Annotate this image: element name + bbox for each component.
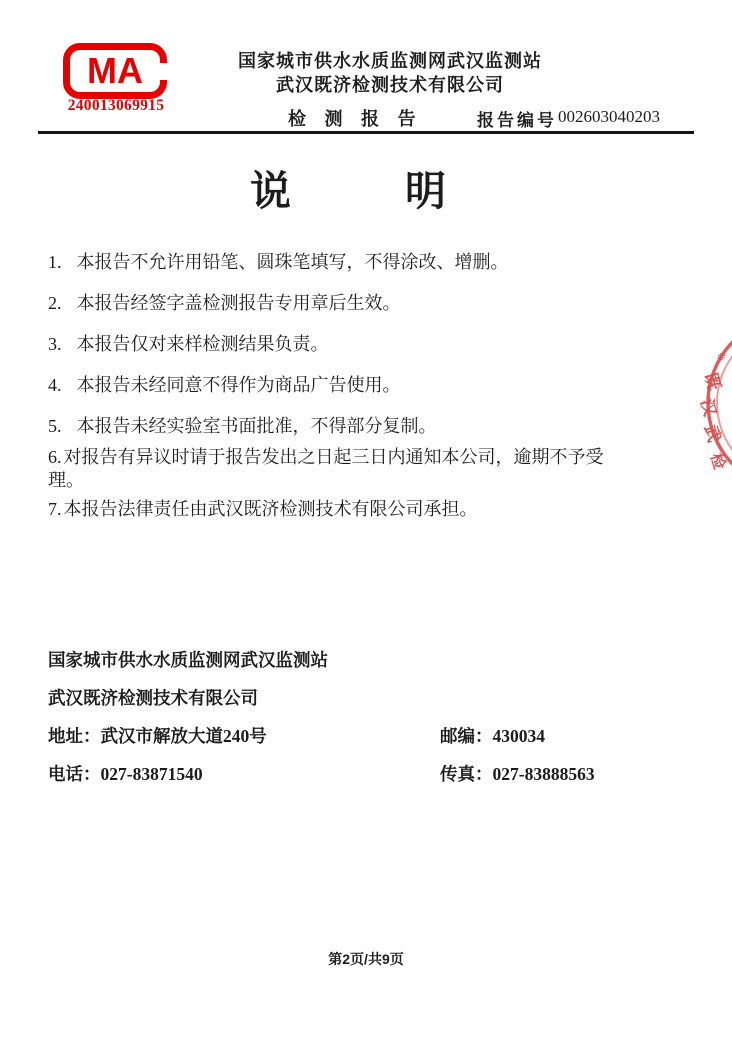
note-item-5 (48, 414, 694, 438)
note-number: 3. (48, 334, 62, 354)
page-number: 第2页/共9页 (328, 951, 404, 967)
phone-cell (48, 762, 440, 786)
org-name-line1: 国家城市供水水质监测网武汉监测站 (238, 51, 542, 71)
note-text: 本报告未经同意不得作为商品广告使用。 (76, 375, 401, 395)
note-number: 5. (48, 416, 62, 436)
fax-label: 传真： (440, 764, 493, 784)
contact-org-name1: 国家城市供水水质监测网武汉监测站 (48, 650, 328, 670)
note-item-4 (48, 373, 694, 397)
note-number: 1. (48, 252, 62, 272)
red-seal-partial (694, 331, 732, 479)
report-number-label: 报告编号 (477, 111, 557, 130)
note-item-1 (48, 250, 694, 274)
seal-char-3: 武 (700, 422, 724, 445)
header-divider-line (38, 131, 694, 134)
report-type-label: 检 测 报 告 (288, 109, 423, 129)
address-value: 武汉市解放大道240号 (100, 726, 267, 746)
page-title-char2: 明 (405, 168, 446, 214)
contact-org-name2: 武汉既济检测技术有限公司 (48, 688, 258, 708)
fax-cell (440, 762, 694, 786)
seal-star-mark: ※ (713, 350, 728, 363)
note-item-7 (48, 498, 694, 521)
notes-list (48, 250, 694, 527)
phone-label: 电话： (48, 764, 101, 784)
page-title (0, 158, 732, 217)
contact-org-line1 (48, 648, 694, 672)
note-number: 6. (48, 447, 62, 467)
contact-address-row (48, 724, 694, 748)
cma-certification-logo (63, 43, 167, 99)
zip-value: 430034 (492, 726, 545, 746)
page-title-char1: 说 (250, 168, 291, 214)
contact-phone-row (48, 762, 694, 786)
note-item-6 (48, 446, 620, 492)
cma-logo-letters: MA (87, 50, 143, 91)
red-seal-icon (694, 331, 732, 479)
org-name-line2: 武汉既济检测技术有限公司 (276, 75, 504, 95)
note-number: 7. (48, 499, 62, 519)
address-label: 地址： (48, 726, 101, 746)
contact-org-line2 (48, 686, 694, 710)
cma-certificate-number: 240013069915 (67, 97, 165, 114)
note-text: 本报告仅对来样检测结果负责。 (76, 334, 329, 354)
note-text: 本报告未经实验室书面批准，不得部分复制。 (76, 416, 437, 436)
note-number: 4. (48, 375, 62, 395)
zip-label: 邮编： (440, 726, 493, 746)
report-number-value: 002603040203 (558, 107, 660, 126)
seal-char-1: 既 (700, 370, 724, 393)
note-item-2 (48, 291, 694, 315)
note-text: 本报告经签字盖检测报告专用章后生效。 (76, 293, 401, 313)
note-item-3 (48, 332, 694, 356)
seal-partial-char: 检 (706, 451, 728, 472)
note-number: 2. (48, 293, 62, 313)
note-text: 对报告有异议时请于报告发出之日起三日内通知本公司，逾期不予受理。 (48, 447, 604, 490)
zip-cell (440, 724, 694, 748)
phone-value: 027-83871540 (100, 764, 203, 784)
note-text: 本报告不允许用铅笔、圆珠笔填写，不得涂改、增删。 (76, 252, 509, 272)
contact-block (48, 648, 694, 800)
seal-char-2: 汉 (696, 396, 720, 419)
address-cell (48, 724, 440, 748)
fax-value: 027-83888563 (492, 764, 595, 784)
note-text: 本报告法律责任由武汉既济检测技术有限公司承担。 (63, 499, 478, 519)
